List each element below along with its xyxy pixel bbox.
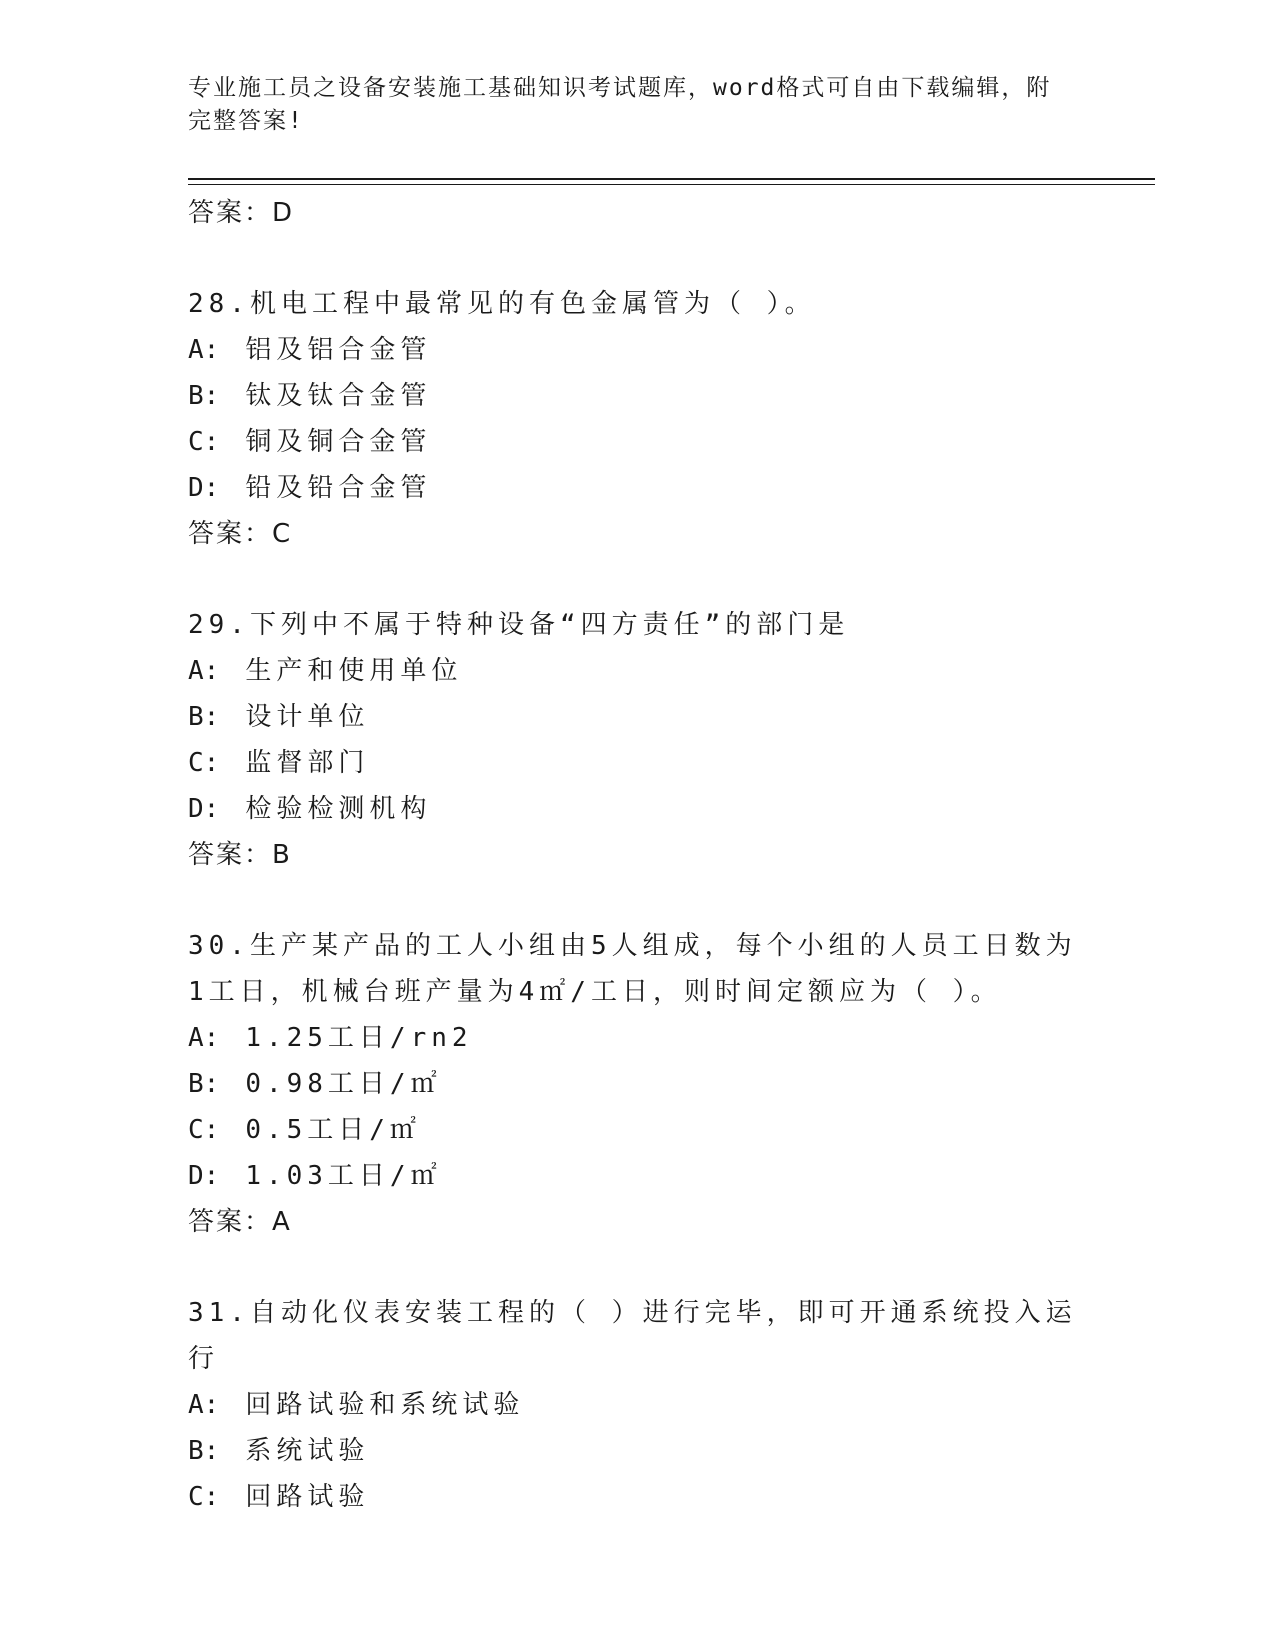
- option-text: 1.03工日/㎡: [245, 1161, 442, 1191]
- option-letter: D:: [188, 794, 220, 824]
- option-letter: A:: [188, 1390, 220, 1420]
- option-letter: B:: [188, 381, 220, 411]
- answer-prefix: 答案：: [188, 198, 273, 228]
- option-text: 0.5工日/㎡: [245, 1115, 421, 1145]
- option-letter: C:: [188, 748, 220, 778]
- option-text: 0.98工日/㎡: [245, 1069, 442, 1099]
- option-text: 回路试验: [245, 1482, 370, 1512]
- question-stem: 30.生产某产品的工人小组由5人组成，每个小组的人员工日数为1工日，机械台班产量为4㎡/工日，则时间定额应为（ ）。: [188, 931, 1077, 1007]
- option-text: 钛及钛合金管: [245, 381, 432, 411]
- option-letter: B:: [188, 1069, 220, 1099]
- option-c: [188, 1107, 1088, 1153]
- option-text: 生产和使用单位: [245, 656, 463, 686]
- question-28: [188, 281, 1088, 557]
- question-stem: 31.自动化仪表安装工程的（ ）进行完毕，即可开通系统投入运行: [188, 1298, 1077, 1374]
- answer-line: [188, 832, 1088, 878]
- answer-value: C: [272, 519, 293, 549]
- option-a: [188, 648, 1088, 694]
- answer-value: D: [272, 198, 295, 228]
- question-stem: 29.下列中不属于特种设备“四方责任”的部门是: [188, 610, 850, 640]
- option-text: 1.25工日/rn2: [245, 1023, 473, 1053]
- option-b: [188, 1061, 1088, 1107]
- option-text: 铝及铝合金管: [245, 335, 432, 365]
- answer-value: A: [272, 1207, 292, 1237]
- header-rule-thick: [188, 178, 1155, 180]
- option-letter: C:: [188, 1115, 220, 1145]
- option-letter: B:: [188, 1436, 220, 1466]
- option-letter: A:: [188, 1023, 220, 1053]
- option-text: 监督部门: [245, 748, 370, 778]
- spacer: [188, 557, 1088, 602]
- header-rule-thin: [188, 184, 1155, 185]
- answer-prefix: 答案：: [188, 519, 273, 549]
- option-b: [188, 373, 1088, 419]
- option-c: [188, 740, 1088, 786]
- document-header: 专业施工员之设备安装施工基础知识考试题库，word格式可自由下载编辑，附完整答案!: [188, 75, 1052, 134]
- answer-line-prev: [188, 190, 1088, 236]
- spacer: [188, 236, 1088, 281]
- option-text: 系统试验: [245, 1436, 370, 1466]
- option-text: 铜及铜合金管: [245, 427, 432, 457]
- option-letter: C:: [188, 1482, 220, 1512]
- option-a: [188, 1015, 1088, 1061]
- option-a: [188, 1382, 1088, 1428]
- option-d: [188, 1153, 1088, 1199]
- question-29: [188, 602, 1088, 878]
- option-letter: A:: [188, 656, 220, 686]
- answer-line: [188, 511, 1088, 557]
- option-b: [188, 1428, 1088, 1474]
- option-letter: D:: [188, 473, 220, 503]
- option-letter: D:: [188, 1161, 220, 1191]
- option-d: [188, 786, 1088, 832]
- answer-prefix: 答案：: [188, 840, 273, 870]
- option-letter: A:: [188, 335, 220, 365]
- option-letter: B:: [188, 702, 220, 732]
- option-letter: C:: [188, 427, 220, 457]
- spacer: [188, 878, 1088, 923]
- spacer: [188, 1245, 1088, 1290]
- answer-prefix: 答案：: [188, 1207, 273, 1237]
- option-text: 回路试验和系统试验: [245, 1390, 525, 1420]
- option-c: [188, 419, 1088, 465]
- option-c: [188, 1474, 1088, 1520]
- option-text: 设计单位: [245, 702, 370, 732]
- question-list: [188, 190, 1088, 1520]
- option-text: 检验检测机构: [245, 794, 432, 824]
- option-text: 铅及铅合金管: [245, 473, 432, 503]
- option-b: [188, 694, 1088, 740]
- answer-line: [188, 1199, 1088, 1245]
- option-a: [188, 327, 1088, 373]
- question-30: [188, 923, 1088, 1245]
- question-31: [188, 1290, 1088, 1520]
- answer-value: B: [272, 840, 292, 870]
- option-d: [188, 465, 1088, 511]
- question-stem: 28.机电工程中最常见的有色金属管为（ ）。: [188, 289, 816, 319]
